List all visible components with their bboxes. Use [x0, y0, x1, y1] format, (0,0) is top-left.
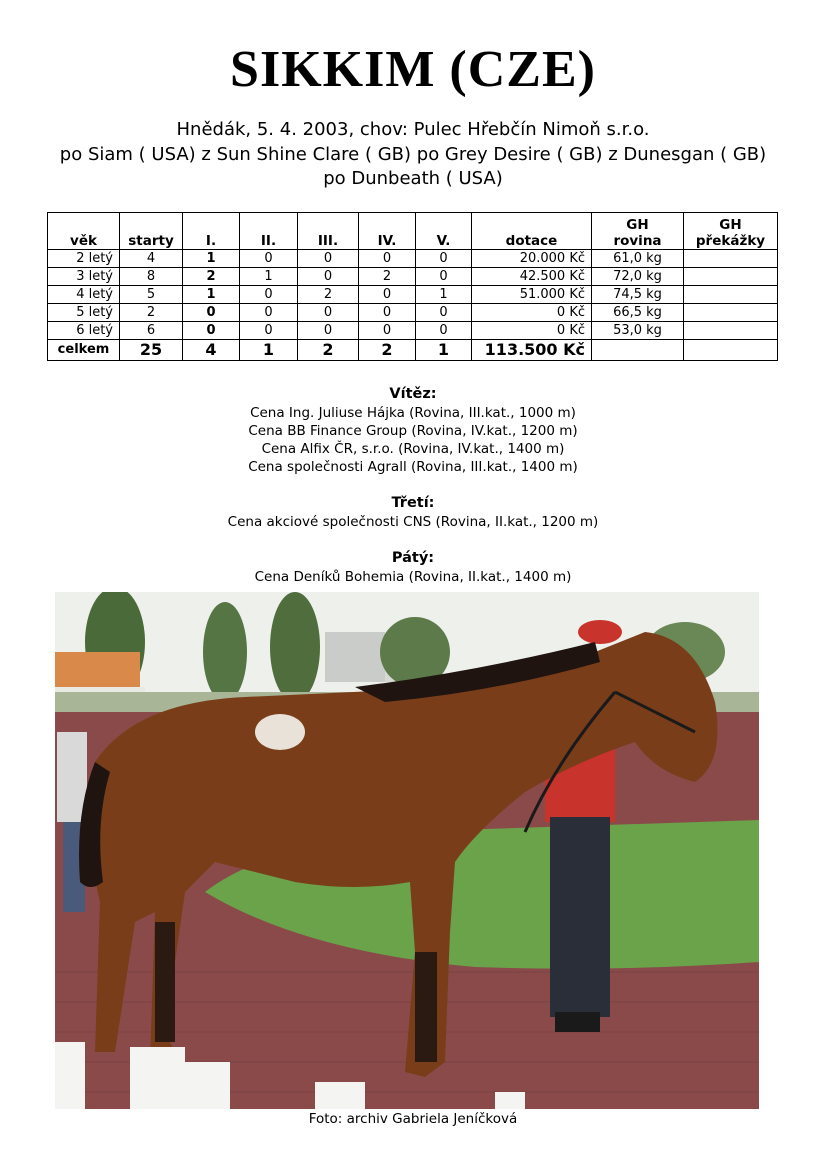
col-starts: starty [120, 213, 183, 250]
pedigree-line: po Siam ( USA) z Sun Shine Clare ( GB) po Grey Desire ( GB) z Dunesgan ( GB) [59, 144, 767, 165]
table-row: 4 letý 5 1 0 2 0 1 51.000 Kč 74,5 kg [48, 286, 778, 304]
wins-section [0, 384, 826, 476]
third-heading: Třetí: [391, 495, 435, 511]
list-item: Cena Deníků Bohemia (Rovina, II.kat., 1400 m) [254, 569, 572, 585]
col-second: II. [240, 213, 298, 250]
table-row: 2 letý 4 1 0 0 0 0 20.000 Kč 61,0 kg [48, 250, 778, 268]
list-item: Cena akciové společnosti CNS (Rovina, II.kat., 1200 m) [227, 514, 599, 530]
table-row: 6 letý 6 0 0 0 0 0 0 Kč 53,0 kg [48, 322, 778, 340]
col-fifth: V. [416, 213, 472, 250]
fifth-place-section [0, 548, 826, 586]
col-gh-jump: GH překážky [684, 213, 778, 250]
table-row: 5 letý 2 0 0 0 0 0 0 Kč 66,5 kg [48, 304, 778, 322]
wins-heading: Vítěz: [389, 386, 437, 402]
race-stats-table [47, 212, 778, 361]
table-header-row [48, 213, 778, 250]
list-item: Cena společnosti Agrall (Rovina, III.kat., 1400 m) [248, 459, 578, 475]
col-age: věk [48, 213, 120, 250]
pedigree-line-2: po Dunbeath ( USA) [323, 168, 503, 189]
list-item: Cena BB Finance Group (Rovina, IV.kat., 1200 m) [248, 423, 578, 439]
col-fourth: IV. [359, 213, 416, 250]
list-item: Cena Alfix ČR, s.r.o. (Rovina, IV.kat., 1400 m) [261, 441, 565, 457]
list-item: Cena Ing. Juliuse Hájka (Rovina, III.kat., 1000 m) [250, 405, 576, 421]
horse-name-title: SIKKIM (CZE) [230, 41, 596, 98]
col-prize: dotace [472, 213, 592, 250]
fifth-heading: Pátý: [391, 550, 435, 566]
horse-photo [55, 592, 759, 1109]
table-row: 3 letý 8 2 1 0 2 0 42.500 Kč 72,0 kg [48, 268, 778, 286]
col-gh-flat: GH rovina [592, 213, 684, 250]
photo-caption: Foto: archiv Gabriela Jeníčková [308, 1111, 518, 1127]
col-third: III. [298, 213, 359, 250]
table-total-row: celkem 25 4 1 2 2 1 113.500 Kč [48, 340, 778, 361]
third-place-section [0, 493, 826, 531]
col-first: I. [183, 213, 240, 250]
horse-info-line: Hnědák, 5. 4. 2003, chov: Pulec Hřebčín Nimoň s.r.o. [176, 119, 650, 140]
